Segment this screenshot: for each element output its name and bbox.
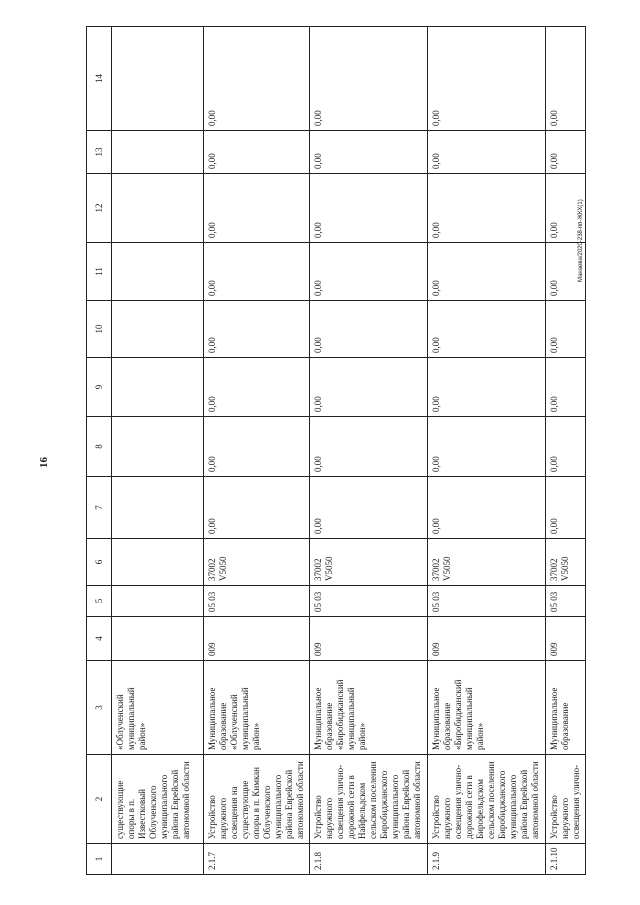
table-cell: 0,00: [428, 27, 546, 131]
table-cell: 0,00: [204, 301, 310, 358]
table-cell: 0,00: [428, 174, 546, 243]
table-cell: 0,00: [546, 243, 586, 301]
table-cell: 0,00: [546, 27, 586, 131]
table-cell: 37002 V5050: [204, 539, 310, 586]
table-cell: 0,00: [310, 174, 428, 243]
table-cell: [112, 417, 204, 477]
table-cell: 0,00: [428, 477, 546, 539]
column-header: 11: [87, 243, 112, 301]
column-header: 5: [87, 586, 112, 617]
table-cell: 0,00: [310, 417, 428, 477]
table-cell: Устройство наружного освещения улично-: [546, 755, 586, 844]
table-cell: 0,00: [310, 477, 428, 539]
table-cell: 37002 V5050: [310, 539, 428, 586]
table-cell: 0,00: [204, 477, 310, 539]
table-cell: 0,00: [546, 358, 586, 417]
table-cell: Устройство наружного освещения улично-дорожной сети в Найфельдском сельском поселении Биробиджанского муниципального района Еврейской автономной области: [310, 755, 428, 844]
table-cell: Устройство наружного освещения улично-дорожной сети в Бирофельдском сельском поселении Биробиджанского муниципального района Еврейской автономной области: [428, 755, 546, 844]
column-header: 1: [87, 844, 112, 875]
table-cell: [112, 174, 204, 243]
table-cell: 0,00: [310, 131, 428, 174]
column-header: 3: [87, 661, 112, 755]
table-cell: 05 03: [204, 586, 310, 617]
table-cell: 0,00: [428, 417, 546, 477]
table-row: [428, 27, 546, 875]
table-cell: [112, 243, 204, 301]
table-cell: 0,00: [310, 358, 428, 417]
column-header: 9: [87, 358, 112, 417]
table-cell: Муниципальное образование «Облученский муниципальный район»: [204, 661, 310, 755]
table-cell: 2.1.8: [310, 844, 428, 875]
column-header: 2: [87, 755, 112, 844]
table-cell: 0,00: [428, 243, 546, 301]
table-cell: 05 03: [428, 586, 546, 617]
document-code: Манаева/2020-238-пп-ЖКХ(1): [578, 199, 584, 282]
column-header: 6: [87, 539, 112, 586]
column-header: 13: [87, 131, 112, 174]
table-cell: [112, 539, 204, 586]
header-row: [87, 27, 112, 875]
budget-table: [86, 26, 586, 875]
table-cell: 0,00: [546, 174, 586, 243]
table-cell: 0,00: [428, 358, 546, 417]
table-cell: 2.1.9: [428, 844, 546, 875]
column-header: 7: [87, 477, 112, 539]
table-cell: 37002 V5050: [546, 539, 586, 586]
table-cell: 0,00: [546, 131, 586, 174]
table-cell: 009: [310, 617, 428, 661]
table-cell: [112, 477, 204, 539]
column-header: 8: [87, 417, 112, 477]
column-header: 10: [87, 301, 112, 358]
table-cell: 009: [428, 617, 546, 661]
table-cell: [112, 301, 204, 358]
table-cell: 0,00: [204, 358, 310, 417]
table-cell: [112, 131, 204, 174]
table-cell: 0,00: [546, 417, 586, 477]
table-cell: [112, 358, 204, 417]
table-cell: 009: [546, 617, 586, 661]
table-cell: [112, 617, 204, 661]
table-cell: 0,00: [204, 417, 310, 477]
table-row: [310, 27, 428, 875]
table-cell: 05 03: [310, 586, 428, 617]
table-cell: 37002 V5050: [428, 539, 546, 586]
table-cell: 2.1.10: [546, 844, 586, 875]
table-cell: 0,00: [428, 301, 546, 358]
table-cell: Муниципальное образование «Биробиджанский муниципальный район»: [310, 661, 428, 755]
table-cell: «Облученский муниципальный район»: [112, 661, 204, 755]
table-cell: 0,00: [204, 27, 310, 131]
table-row: [204, 27, 310, 875]
table-cell: 2.1.7: [204, 844, 310, 875]
table-cell: 0,00: [428, 131, 546, 174]
table-cell: Устройство наружного освещения на существующие опоры в п. Кимкан Облученского муниципального района Еврейской автономной области: [204, 755, 310, 844]
table-cell: [112, 586, 204, 617]
table-cell: существующие опоры в п. Известковый Облученского муниципального района Еврейской автономной области: [112, 755, 204, 844]
column-header: 14: [87, 27, 112, 131]
table-cell: Муниципальное образование «Биробиджанский муниципальный район»: [428, 661, 546, 755]
table-cell: 0,00: [546, 477, 586, 539]
table-row: [112, 27, 204, 875]
column-header: 4: [87, 617, 112, 661]
table-cell: 0,00: [546, 301, 586, 358]
table-cell: 0,00: [204, 131, 310, 174]
table-cell: 0,00: [310, 27, 428, 131]
table-cell: [112, 844, 204, 875]
table-cell: 009: [204, 617, 310, 661]
page-number: 16: [38, 457, 50, 468]
table-cell: 05 03: [546, 586, 586, 617]
table-cell: Муниципальное образование: [546, 661, 586, 755]
table-cell: [112, 27, 204, 131]
table-cell: 0,00: [204, 243, 310, 301]
table-row: [546, 27, 586, 875]
column-header: 12: [87, 174, 112, 243]
table-cell: 0,00: [204, 174, 310, 243]
table-cell: 0,00: [310, 243, 428, 301]
table-cell: 0,00: [310, 301, 428, 358]
